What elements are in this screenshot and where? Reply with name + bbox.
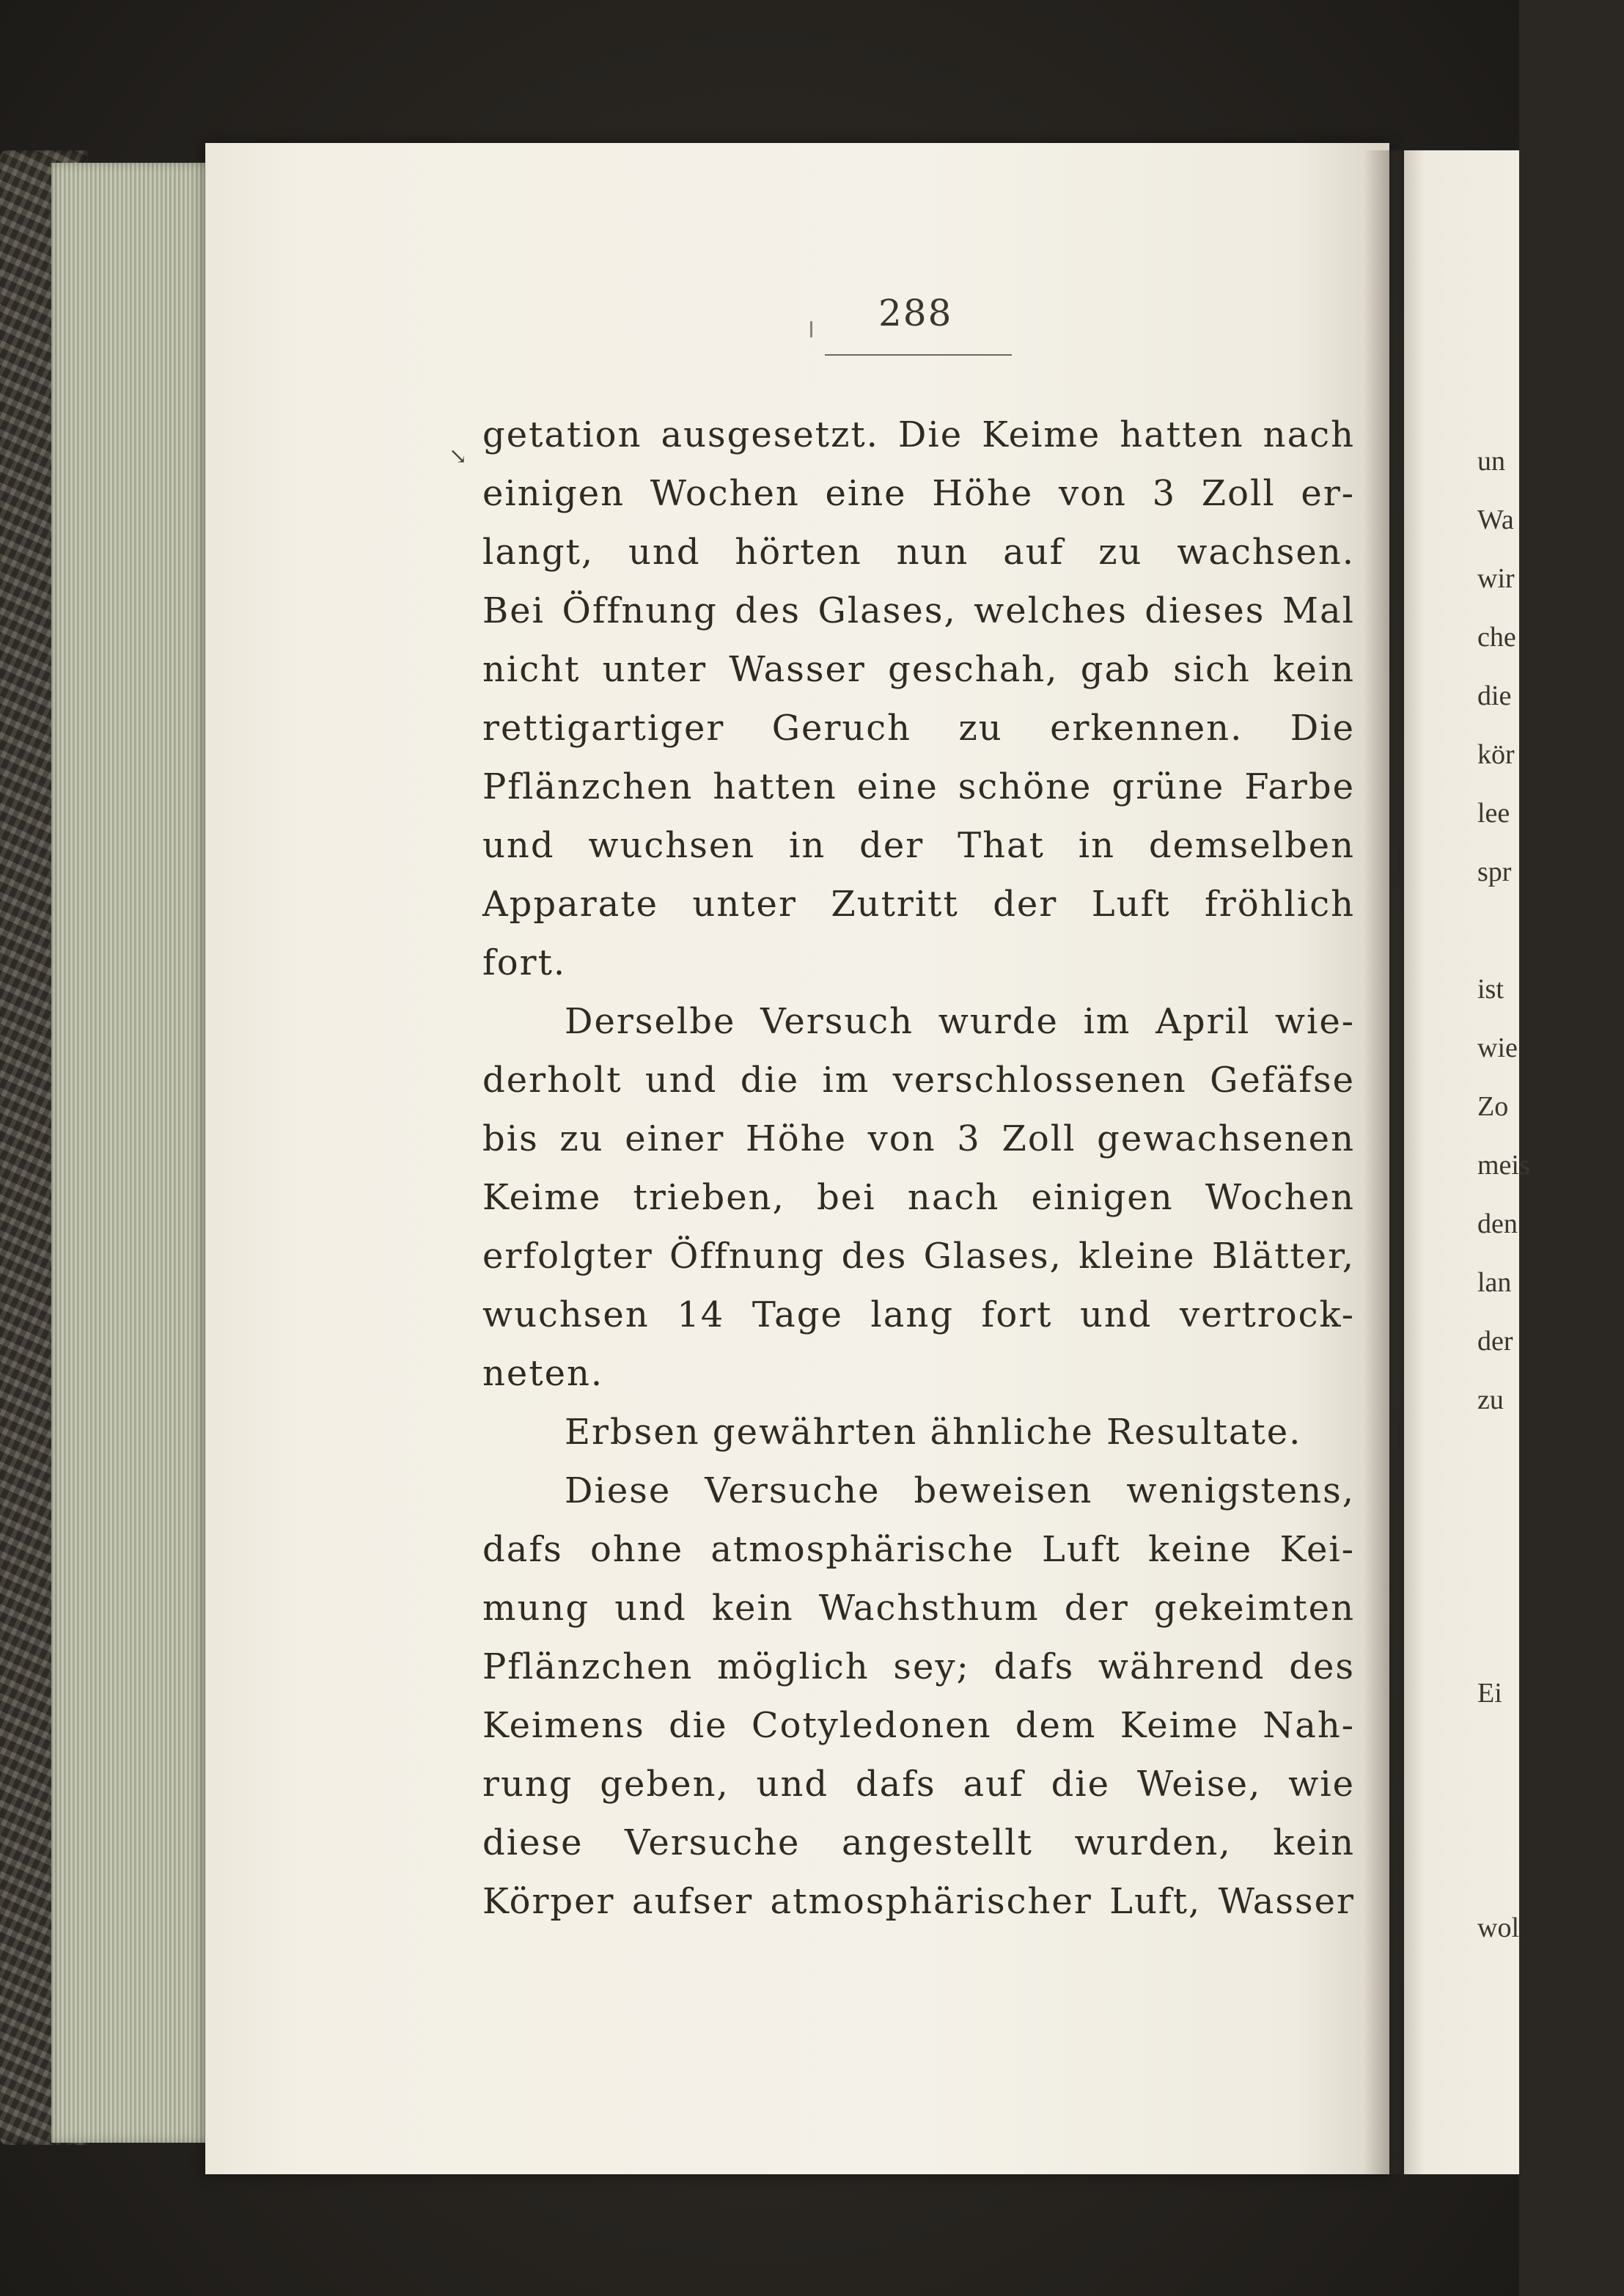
text-line: derholt und die im verschlossenen Gefäfse — [482, 1060, 1355, 1101]
text-line: dafs ohne atmosphärische Luft keine Kei- — [482, 1529, 1355, 1570]
text-line: wuchsen 14 Tage lang fort und vertrock- — [482, 1294, 1355, 1335]
text-line: Apparate unter Zutritt der Luft fröhlich — [482, 884, 1355, 925]
text-line: Derselbe Versuch wurde im April wie- — [565, 1001, 1355, 1042]
text-line: fort. — [482, 942, 567, 983]
text-line: Pflänzchen möglich sey; dafs während des — [482, 1646, 1355, 1687]
facing-text-fragment: die — [1477, 681, 1512, 711]
text-line: Keime trieben, bei nach einigen Wochen — [482, 1177, 1355, 1218]
facing-text-fragment: kör — [1477, 739, 1515, 770]
text-line: Diese Versuche beweisen wenigstens, — [565, 1470, 1355, 1511]
facing-text-fragment: wie — [1477, 1033, 1518, 1063]
text-line: Keimens die Cotyledonen dem Keime Nah- — [482, 1705, 1355, 1746]
page-tick-mark — [810, 321, 812, 337]
text-line: Bei Öffnung des Glases, welches dieses Mal — [482, 590, 1355, 631]
text-line: Pflänzchen hatten eine schöne grüne Farbe — [482, 766, 1355, 807]
text-line: mung und kein Wachsthum der gekeimten — [482, 1588, 1355, 1629]
header-rule — [825, 354, 1012, 356]
facing-text-fragment: Wa — [1477, 505, 1514, 535]
text-line: nicht unter Wasser geschah, gab sich kein — [482, 649, 1355, 690]
text-line: rettigartiger Geruch zu erkennen. Die — [482, 708, 1355, 749]
facing-text-fragment: wir — [1477, 563, 1515, 594]
text-line: Körper aufser atmosphärischer Luft, Wasser — [482, 1881, 1355, 1922]
facing-text-fragment: lan — [1477, 1267, 1512, 1298]
text-line: neten. — [482, 1353, 604, 1394]
page-block-edges — [51, 163, 209, 2143]
facing-text-fragment: meis — [1477, 1150, 1530, 1181]
text-line: bis zu einer Höhe von 3 Zoll gewachsenen — [482, 1118, 1355, 1159]
facing-text-fragment: der — [1477, 1326, 1513, 1357]
margin-mark-icon: ↘ — [449, 444, 468, 469]
facing-text-fragment: zu — [1477, 1384, 1504, 1415]
text-line: Erbsen gewährten ähnliche Resultate. — [565, 1412, 1302, 1453]
facing-text-fragment: wol — [1477, 1912, 1519, 1943]
facing-page — [1404, 150, 1530, 2174]
text-line: langt, und hörten nun auf zu wachsen. — [482, 532, 1355, 573]
facing-text-fragment: den — [1477, 1208, 1518, 1239]
text-line: diese Versuche angestellt wurden, kein — [482, 1822, 1355, 1863]
facing-text-fragment: lee — [1477, 798, 1510, 829]
text-line: einigen Wochen eine Höhe von 3 Zoll er- — [482, 473, 1355, 514]
text-line: und wuchsen in der That in demselben — [482, 825, 1355, 866]
text-line: getation ausgesetzt. Die Keime hatten nach — [482, 414, 1355, 455]
page-number: 288 — [878, 292, 953, 334]
facing-text-fragment: un — [1477, 446, 1505, 477]
text-line: erfolgter Öffnung des Glases, kleine Blätter, — [482, 1236, 1355, 1277]
text-line: rung geben, und dafs auf die Weise, wie — [482, 1764, 1355, 1805]
facing-text-fragment: ist — [1477, 974, 1504, 1005]
facing-text-fragment: Ei — [1477, 1678, 1502, 1709]
facing-text-fragment: che — [1477, 622, 1516, 653]
facing-text-fragment: Zo — [1477, 1091, 1509, 1122]
facing-text-fragment: spr — [1477, 857, 1512, 887]
